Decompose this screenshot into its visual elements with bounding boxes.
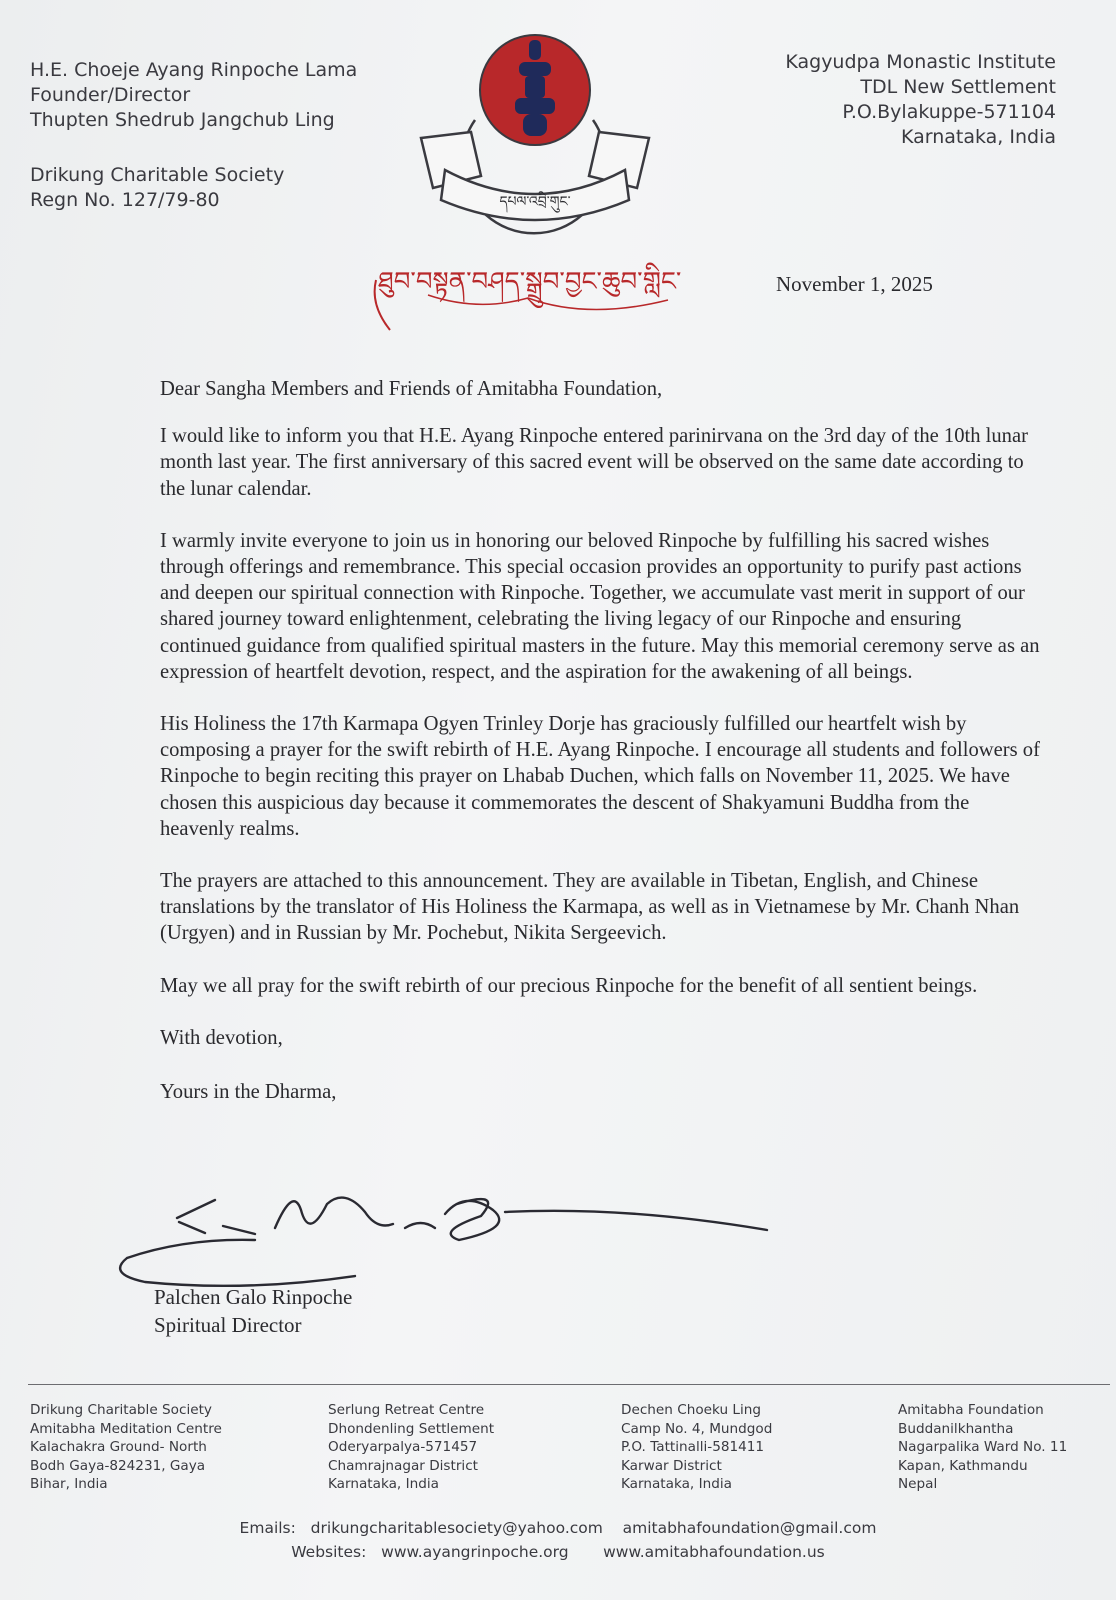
sender-name: H.E. Choeje Ayang Rinpoche Lama — [30, 59, 358, 81]
footer-line: Amitabha Meditation Centre — [30, 1420, 222, 1437]
website-link[interactable]: www.amitabhafoundation.us — [603, 1543, 825, 1561]
email-link[interactable]: amitabhafoundation@gmail.com — [622, 1519, 877, 1537]
closing-line: With devotion, — [160, 1026, 283, 1049]
website-link[interactable]: www.ayangrinpoche.org — [381, 1543, 569, 1561]
signatory-name: Palchen Galo Rinpoche — [154, 1285, 353, 1309]
paragraph: His Holiness the 17th Karmapa Ogyen Trinley Dorje has graciously fulfilled our heartfelt wish by composing a prayer for the swift rebirth of H.E. Ayang Rinpoche. I encourage all students and followers of Rinpoche to begin reciting this prayer on Lhabab Duchen, which falls on November 11, 2025. We have chosen this auspicious day because it commemorates the descent of Shakyamuni Buddha from the heavenly realms. — [160, 713, 1040, 840]
sender-organization: Thupten Shedrub Jangchub Ling — [30, 109, 335, 131]
footer-line: Chamrajnagar District — [328, 1457, 479, 1474]
footer-line: Nepal — [898, 1476, 938, 1493]
institute-address-2: P.O.Bylakuppe-571104 — [842, 101, 1056, 123]
paragraph: The prayers are attached to this announcement. They are available in Tibetan, English, and Chinese translations by the translator of His Holiness the Karmapa, as well as in Vietnamese by Mr. Chanh Nhan (Urgyen) and in Russian by Mr. Pochebut, Nikita Sergeevich. — [160, 870, 1020, 945]
signatory-title: Spiritual Director — [154, 1313, 302, 1337]
salutation: Dear Sangha Members and Friends of Amitabha Foundation, — [160, 378, 663, 400]
footer-line: Serlung Retreat Centre — [328, 1402, 485, 1418]
paragraph: I warmly invite everyone to join us in honoring our beloved Rinpoche by fulfilling his sacred wishes through offerings and remembrance. This special occasion provides an opportunity to purify past actions and deepen our spiritual connection with Rinpoche. Together, we accumulate vast merit in support of our shared journey toward enlightenment, celebrating the living legacy of our Rinpoche and ensuring continued guidance from qualified spiritual masters in the future. May this memorial ceremony serve as an expression of heartfelt devotion, respect, and the aspiration for the awakening of all beings. — [160, 529, 1040, 683]
emails-label: Emails: — [239, 1519, 296, 1537]
tibetan-heading-text: ཐུབ་བསྟན་བཤད་སྒྲུབ་བྱང་ཆུབ་གླིང་ — [378, 267, 682, 297]
header-left — [30, 58, 357, 133]
header-right — [785, 50, 1056, 150]
tibetan-heading — [368, 250, 718, 335]
footer-line: Buddanilkhantha — [898, 1420, 1014, 1437]
institute-address-1: TDL New Settlement — [860, 76, 1056, 98]
footer-line: P.O. Tattinalli-581411 — [621, 1439, 765, 1456]
society-name: Drikung Charitable Society — [30, 164, 285, 186]
website-line — [0, 1543, 1116, 1561]
closing-line-2: Yours in the Dharma, — [160, 1081, 337, 1104]
footer-address-1 — [30, 1401, 222, 1494]
footer-line: Karwar District — [621, 1457, 722, 1474]
footer-address-4 — [898, 1401, 1067, 1494]
email-link[interactable]: drikungcharitablesociety@yahoo.com — [310, 1519, 603, 1537]
footer-divider — [28, 1384, 1110, 1385]
logo-banner-text: དཔལ་འབྲི་གུང་ — [499, 194, 571, 210]
footer-line: Bodh Gaya-824231, Gaya — [30, 1457, 206, 1474]
paragraph: May we all pray for the swift rebirth of our precious Rinpoche for the benefit of all sentient beings. — [160, 974, 978, 997]
institute-address-3: Karnataka, India — [900, 126, 1056, 148]
society-block — [30, 163, 284, 213]
footer-line: Amitabha Foundation — [898, 1402, 1044, 1418]
signatory-block — [154, 1283, 352, 1339]
monastery-logo — [415, 28, 655, 238]
letter-date: November 1, 2025 — [776, 272, 933, 296]
footer-line: Bihar, India — [30, 1476, 108, 1493]
footer-line: Dechen Choeku Ling — [621, 1402, 761, 1418]
footer-line: Oderyarpalya-571457 — [328, 1439, 478, 1456]
footer-line: Camp No. 4, Mundgod — [621, 1420, 773, 1437]
footer-line: Drikung Charitable Society — [30, 1402, 212, 1418]
footer-line: Kapan, Kathmandu — [898, 1457, 1028, 1474]
paragraph: I would like to inform you that H.E. Ayang Rinpoche entered parinirvana on the 3rd day of the 10th lunar month last year. The first anniversary of this sacred event will be observed on the same date according to the lunar calendar. — [160, 425, 1028, 500]
registration-number: Regn No. 127/79-80 — [30, 189, 220, 211]
websites-label: Websites: — [291, 1543, 367, 1561]
institute-name: Kagyudpa Monastic Institute — [785, 51, 1056, 73]
footer-address-3 — [621, 1401, 772, 1494]
sender-role: Founder/Director — [30, 84, 191, 106]
footer-line: Karnataka, India — [621, 1476, 732, 1493]
email-line — [0, 1519, 1116, 1537]
letter-body — [160, 376, 1040, 1105]
footer-line: Kalachakra Ground- North — [30, 1439, 207, 1456]
footer-line: Dhondenling Settlement — [328, 1420, 495, 1437]
footer-line: Karnataka, India — [328, 1476, 439, 1493]
footer-line: Nagarpalika Ward No. 11 — [898, 1439, 1068, 1456]
footer-address-2 — [328, 1401, 494, 1494]
